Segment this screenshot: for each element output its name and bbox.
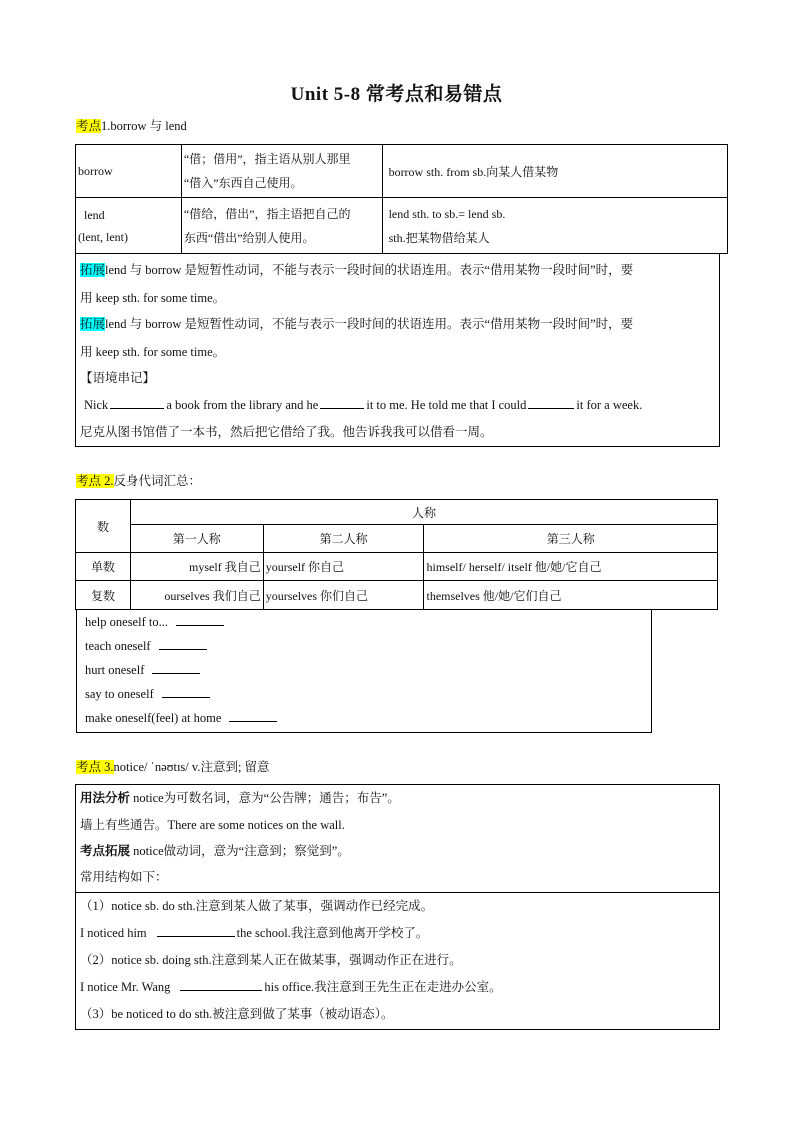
- answer-blank[interactable]: [162, 685, 210, 698]
- section3-tag: 考点 3.: [76, 760, 114, 774]
- answer-blank[interactable]: [110, 396, 164, 409]
- list-item: make oneself(feel) at home: [85, 709, 647, 726]
- section1-tag: 考点: [76, 119, 102, 133]
- answer-blank[interactable]: [528, 396, 574, 409]
- header-third-person: 第三人称: [424, 525, 718, 553]
- context-translation: 尼克从图书馆借了一本书，然后把它借给了我。他告诉我我可以借看一周。: [80, 425, 493, 439]
- usage-cell: lend sth. to sb.= lend sb. sth.把某物借给某人: [382, 198, 727, 254]
- answer-blank[interactable]: [320, 396, 364, 409]
- table-row: 单数 myself 我自己 yourself 你自己 himself/ herself/ itself 他/她/它自己: [76, 553, 718, 581]
- word-cell: lend (lent, lent): [76, 198, 182, 254]
- answer-blank[interactable]: [159, 637, 207, 650]
- header-person: 人称: [130, 500, 717, 525]
- header-second-person: 第二人称: [263, 525, 424, 553]
- answer-blank[interactable]: [176, 613, 224, 626]
- structures-box: [75, 892, 720, 1030]
- extend-line-repeat: 拓展lend 与 borrow 是短暂性动词，不能与表示一段时间的状语连用。表示“借用某物一段时间”时，要: [80, 317, 634, 331]
- usage-cell: borrow sth. from sb.向某人借某物: [382, 145, 727, 198]
- analysis-box: [75, 784, 720, 893]
- section1-heading: [76, 118, 187, 134]
- answer-blank[interactable]: [180, 978, 262, 991]
- structure-3: （3）be noticed to do sth.被注意到做了某事（被动语态）。: [80, 1007, 394, 1021]
- list-item: help oneself to...: [85, 613, 647, 630]
- table-row: [76, 198, 728, 254]
- section1-title: 1.borrow 与 lend: [101, 119, 187, 133]
- answer-blank[interactable]: [229, 709, 277, 722]
- list-item: teach oneself: [85, 637, 647, 654]
- list-item: say to oneself: [85, 685, 647, 702]
- answer-blank[interactable]: [157, 924, 235, 937]
- structure-2-example: I notice Mr. Wang his office.我注意到王先生正在走进办公室。: [80, 980, 502, 994]
- word-cell: borrow: [76, 145, 182, 198]
- structure-1-example: I noticed him the school.我注意到他离开学校了。: [80, 926, 429, 940]
- section3-title: notice/ ˈnəʊtɪs/ v.注意到; 留意: [113, 760, 270, 774]
- extend-line-2: 用 keep sth. for some time。: [80, 291, 226, 305]
- table-row: 复数 ourselves 我们自己 yourselves 你们自己 themselves 他/她/它们自己: [76, 581, 718, 610]
- structure-2: （2）notice sb. doing sth.注意到某人正在做某事，强调动作正在进行。: [80, 953, 462, 967]
- context-label: 【语境串记】: [80, 371, 156, 385]
- meaning-cell: “借给，借出”，指主语把自己的 东西“借出”给别人使用。: [181, 198, 382, 254]
- analysis-example: 墙上有些通告。There are some notices on the wall.: [80, 818, 345, 832]
- section2-tag: 考点 2.: [76, 474, 114, 488]
- header-first-person: 第一人称: [130, 525, 263, 553]
- page-title: Unit 5-8 常考点和易错点: [290, 84, 503, 105]
- section2-title: 反身代词汇总：: [113, 474, 202, 488]
- meaning-cell: “借；借用”，指主语从别人那里 “借入”东西自己使用。: [181, 145, 382, 198]
- list-item: hurt oneself: [85, 661, 647, 678]
- analysis-line: 用法分析 notice为可数名词，意为“公告牌；通告；布告”。: [80, 791, 400, 805]
- borrow-lend-table: [75, 144, 728, 254]
- reflexive-pronoun-table: [75, 499, 718, 610]
- structures-intro: 常用结构如下：: [80, 870, 168, 884]
- section2-heading: [76, 473, 201, 489]
- header-number: 数: [76, 500, 131, 553]
- extend-box: [75, 253, 720, 447]
- phrase-box: [76, 610, 652, 733]
- structure-1: （1）notice sb. do sth.注意到某人做了某事，强调动作已经完成。: [80, 899, 434, 913]
- extend-line-repeat-2: 用 keep sth. for some time。: [80, 345, 226, 359]
- extend-line: 拓展lend 与 borrow 是短暂性动词，不能与表示一段时间的状语连用。表示“借用某物一段时间”时，要: [80, 263, 634, 277]
- context-example: Nick a book from the library and he it to me. He told me that I could it for a week.: [84, 398, 643, 412]
- table-row: [76, 145, 728, 198]
- answer-blank[interactable]: [152, 661, 200, 674]
- extend-line: 考点拓展 notice做动词，意为“注意到；察觉到”。: [80, 844, 350, 858]
- section3-heading: [76, 759, 270, 775]
